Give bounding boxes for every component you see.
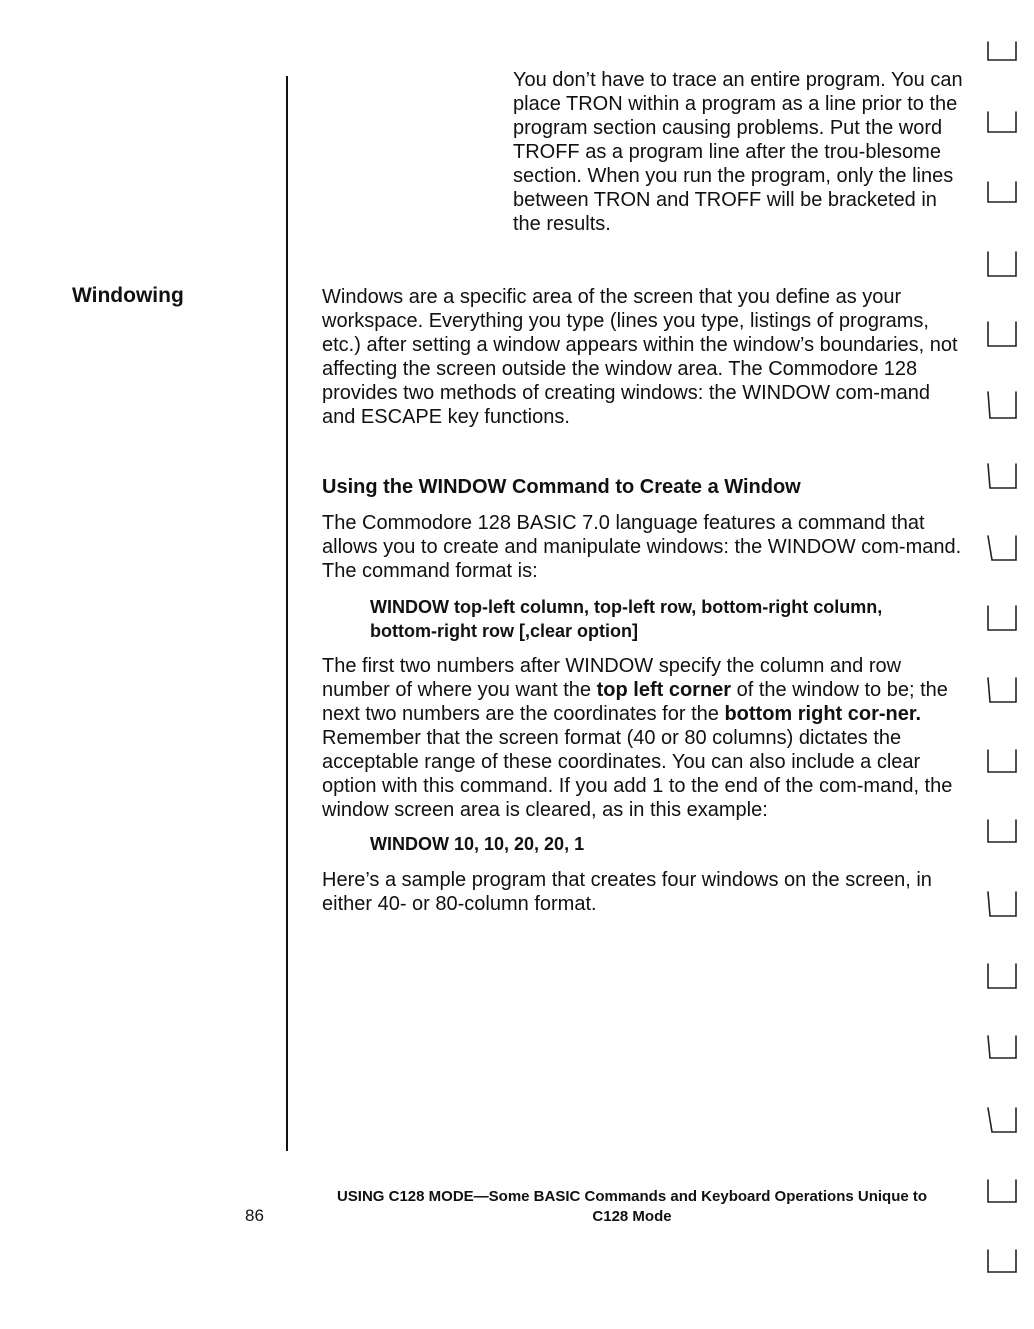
numbers-text-3: Remember that the screen format (40 or 80 columns) dictates the acceptable range of these coordinates. You can also include a clear option with this command. If you add 1 to the end of the com-mand, the window screen area is cleared, as in this example:: [322, 727, 953, 821]
command-format: WINDOW top-left column, top-left row, bottom-right column, bottom-right row [,clear option]: [370, 597, 883, 641]
margin-rule: [286, 76, 288, 1151]
bold-top-left-corner: top left corner: [596, 679, 732, 701]
footer-title: USING C128 MODE—Some BASIC Commands and Keyboard Operations Unique to C128 Mode: [336, 1188, 928, 1225]
binding-holes: [984, 30, 1020, 1300]
paragraph-language: The Commodore 128 BASIC 7.0 language features a command that allows you to create and manipulate windows: the WINDOW com-mand. The command format is:: [322, 512, 962, 582]
paragraph-windows: Windows are a specific area of the screen that you define as your workspace. Everything you type (lines you type, listings of programs, etc.) after setting a window appears within the window’s boundaries, not affecting the screen outside the window area. The Commodore 128 provides two methods of creating windows: the WINDOW com-mand and ESCAPE key functions.: [322, 286, 958, 428]
page-number: 86: [245, 1206, 264, 1225]
subheading: Using the WINDOW Command to Create a Window: [322, 476, 801, 498]
numbers-text-2: of the window to be; the next two numbers are the coordinates for the: [322, 679, 948, 725]
paragraph-numbers: [322, 654, 962, 822]
bold-bottom-right-corner: bottom right cor-ner.: [724, 703, 922, 725]
section-heading: Windowing: [72, 284, 184, 307]
command-example: WINDOW 10, 10, 20, 20, 1: [370, 834, 585, 854]
paragraph-trace: You don’t have to trace an entire program. You can place TRON within a program as a line prior to the program section causing problems. Put the word TROFF as a program line after the trou-blesome section. When you run the program, only the lines between TRON and TROFF will be bracketed in the results.: [513, 69, 963, 235]
paragraph-sample: Here’s a sample program that creates four windows on the screen, in either 40- or 80-column format.: [322, 869, 932, 915]
numbers-text-1: The first two numbers after WINDOW specify the column and row number of where you want the: [322, 655, 902, 701]
